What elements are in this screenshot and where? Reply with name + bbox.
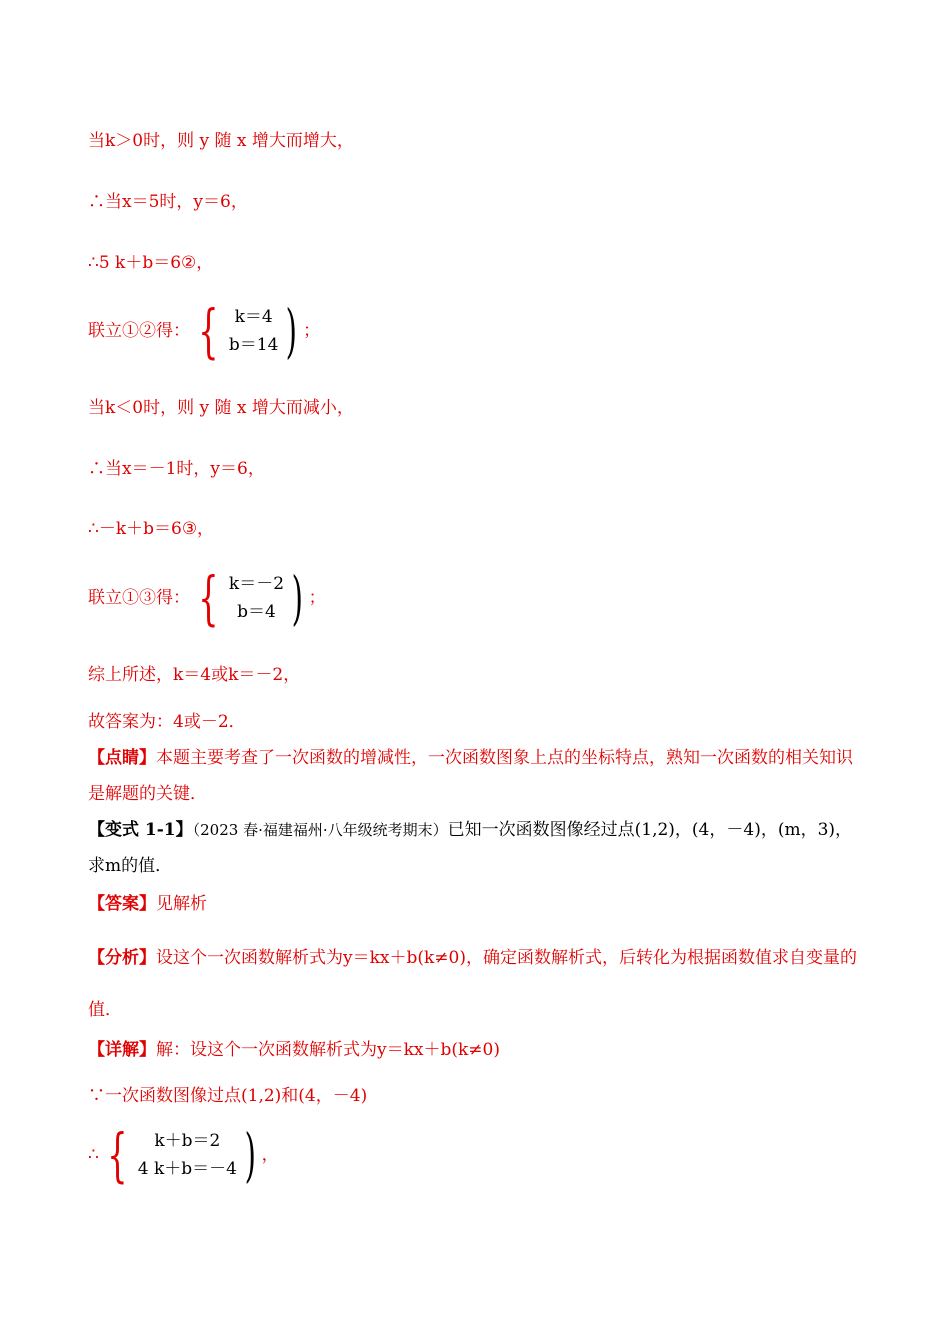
dianjing-tag: 【点睛】 <box>88 748 156 768</box>
system-3-eq-2: 4 k＋b＝－4 <box>137 1159 237 1179</box>
equation-system-1 <box>88 297 321 365</box>
left-brace-icon: { <box>198 297 219 365</box>
system-1-suffix: ； <box>303 321 321 341</box>
right-paren-icon: ) <box>244 1121 256 1189</box>
left-brace-icon: { <box>198 564 219 632</box>
bianshi-paragraph <box>88 812 863 884</box>
system-1-eq-1: k＝4 <box>234 307 273 327</box>
system-2-suffix: ； <box>308 588 326 608</box>
bianshi-source: （2023 春·福建福州·八年级统考期末） <box>192 821 448 839</box>
equation-system-3 <box>88 1121 279 1189</box>
answer-text: 见解析 <box>156 894 207 914</box>
text-line-7: ∴－k＋b＝6③， <box>88 519 215 539</box>
left-brace-icon: { <box>107 1121 128 1189</box>
system-3-suffix: ， <box>261 1145 279 1165</box>
answer-line <box>88 893 207 915</box>
analysis-text: 设这个一次函数解析式为y＝kx＋b(k≠0)，确定函数解析式，后转化为根据函数值求自变量的值． <box>88 948 857 1020</box>
analysis-tag: 【分析】 <box>88 948 156 968</box>
text-line-6: ∴当x＝－1时，y＝6， <box>88 459 265 479</box>
because-line: ∵一次函数图像过点(1,2)和(4，－4) <box>88 1086 368 1106</box>
answer-tag: 【答案】 <box>88 894 156 914</box>
therefore-symbol: ∴ <box>88 1145 99 1165</box>
system-label-2: 联立①③得： <box>88 588 190 608</box>
bianshi-tag: 【变式 1-1】 <box>88 820 193 840</box>
dianjing-text: 本题主要考查了一次函数的增减性，一次函数图象上点的坐标特点，熟知一次函数的相关知识是解题的关键． <box>88 748 853 804</box>
detail-line <box>88 1039 500 1061</box>
detail-text: 解：设这个一次函数解析式为y＝kx＋b(k≠0) <box>156 1040 501 1060</box>
system-1-eq-2: b＝14 <box>228 335 279 355</box>
text-line-2: ∴当x＝5时，y＝6， <box>88 192 248 212</box>
text-line-3: ∴5 k＋b＝6②， <box>88 253 214 273</box>
system-2-eq-1: k＝－2 <box>228 574 285 594</box>
detail-tag: 【详解】 <box>88 1040 156 1060</box>
equation-system-2 <box>88 564 326 632</box>
text-line-5: 当k＜0时，则 y 随 x 增大而减小， <box>88 398 354 418</box>
analysis-paragraph <box>88 932 863 1036</box>
text-line-1: 当k＞0时，则 y 随 x 增大而增大， <box>88 131 354 151</box>
system-2-eq-2: b＝4 <box>237 602 276 622</box>
system-3-eq-1: k＋b＝2 <box>154 1131 221 1151</box>
text-line-10: 故答案为：4或－2． <box>88 712 246 732</box>
system-label-1: 联立①②得： <box>88 321 190 341</box>
dianjing-paragraph <box>88 740 863 812</box>
text-line-9: 综上所述，k＝4或k＝－2， <box>88 665 301 685</box>
right-paren-icon: ) <box>286 297 298 365</box>
bianshi-text: 已知一次函数图像经过点(1,2)，(4，－4)，(m，3)，求m的值． <box>88 820 853 876</box>
right-paren-icon: ) <box>291 564 304 632</box>
